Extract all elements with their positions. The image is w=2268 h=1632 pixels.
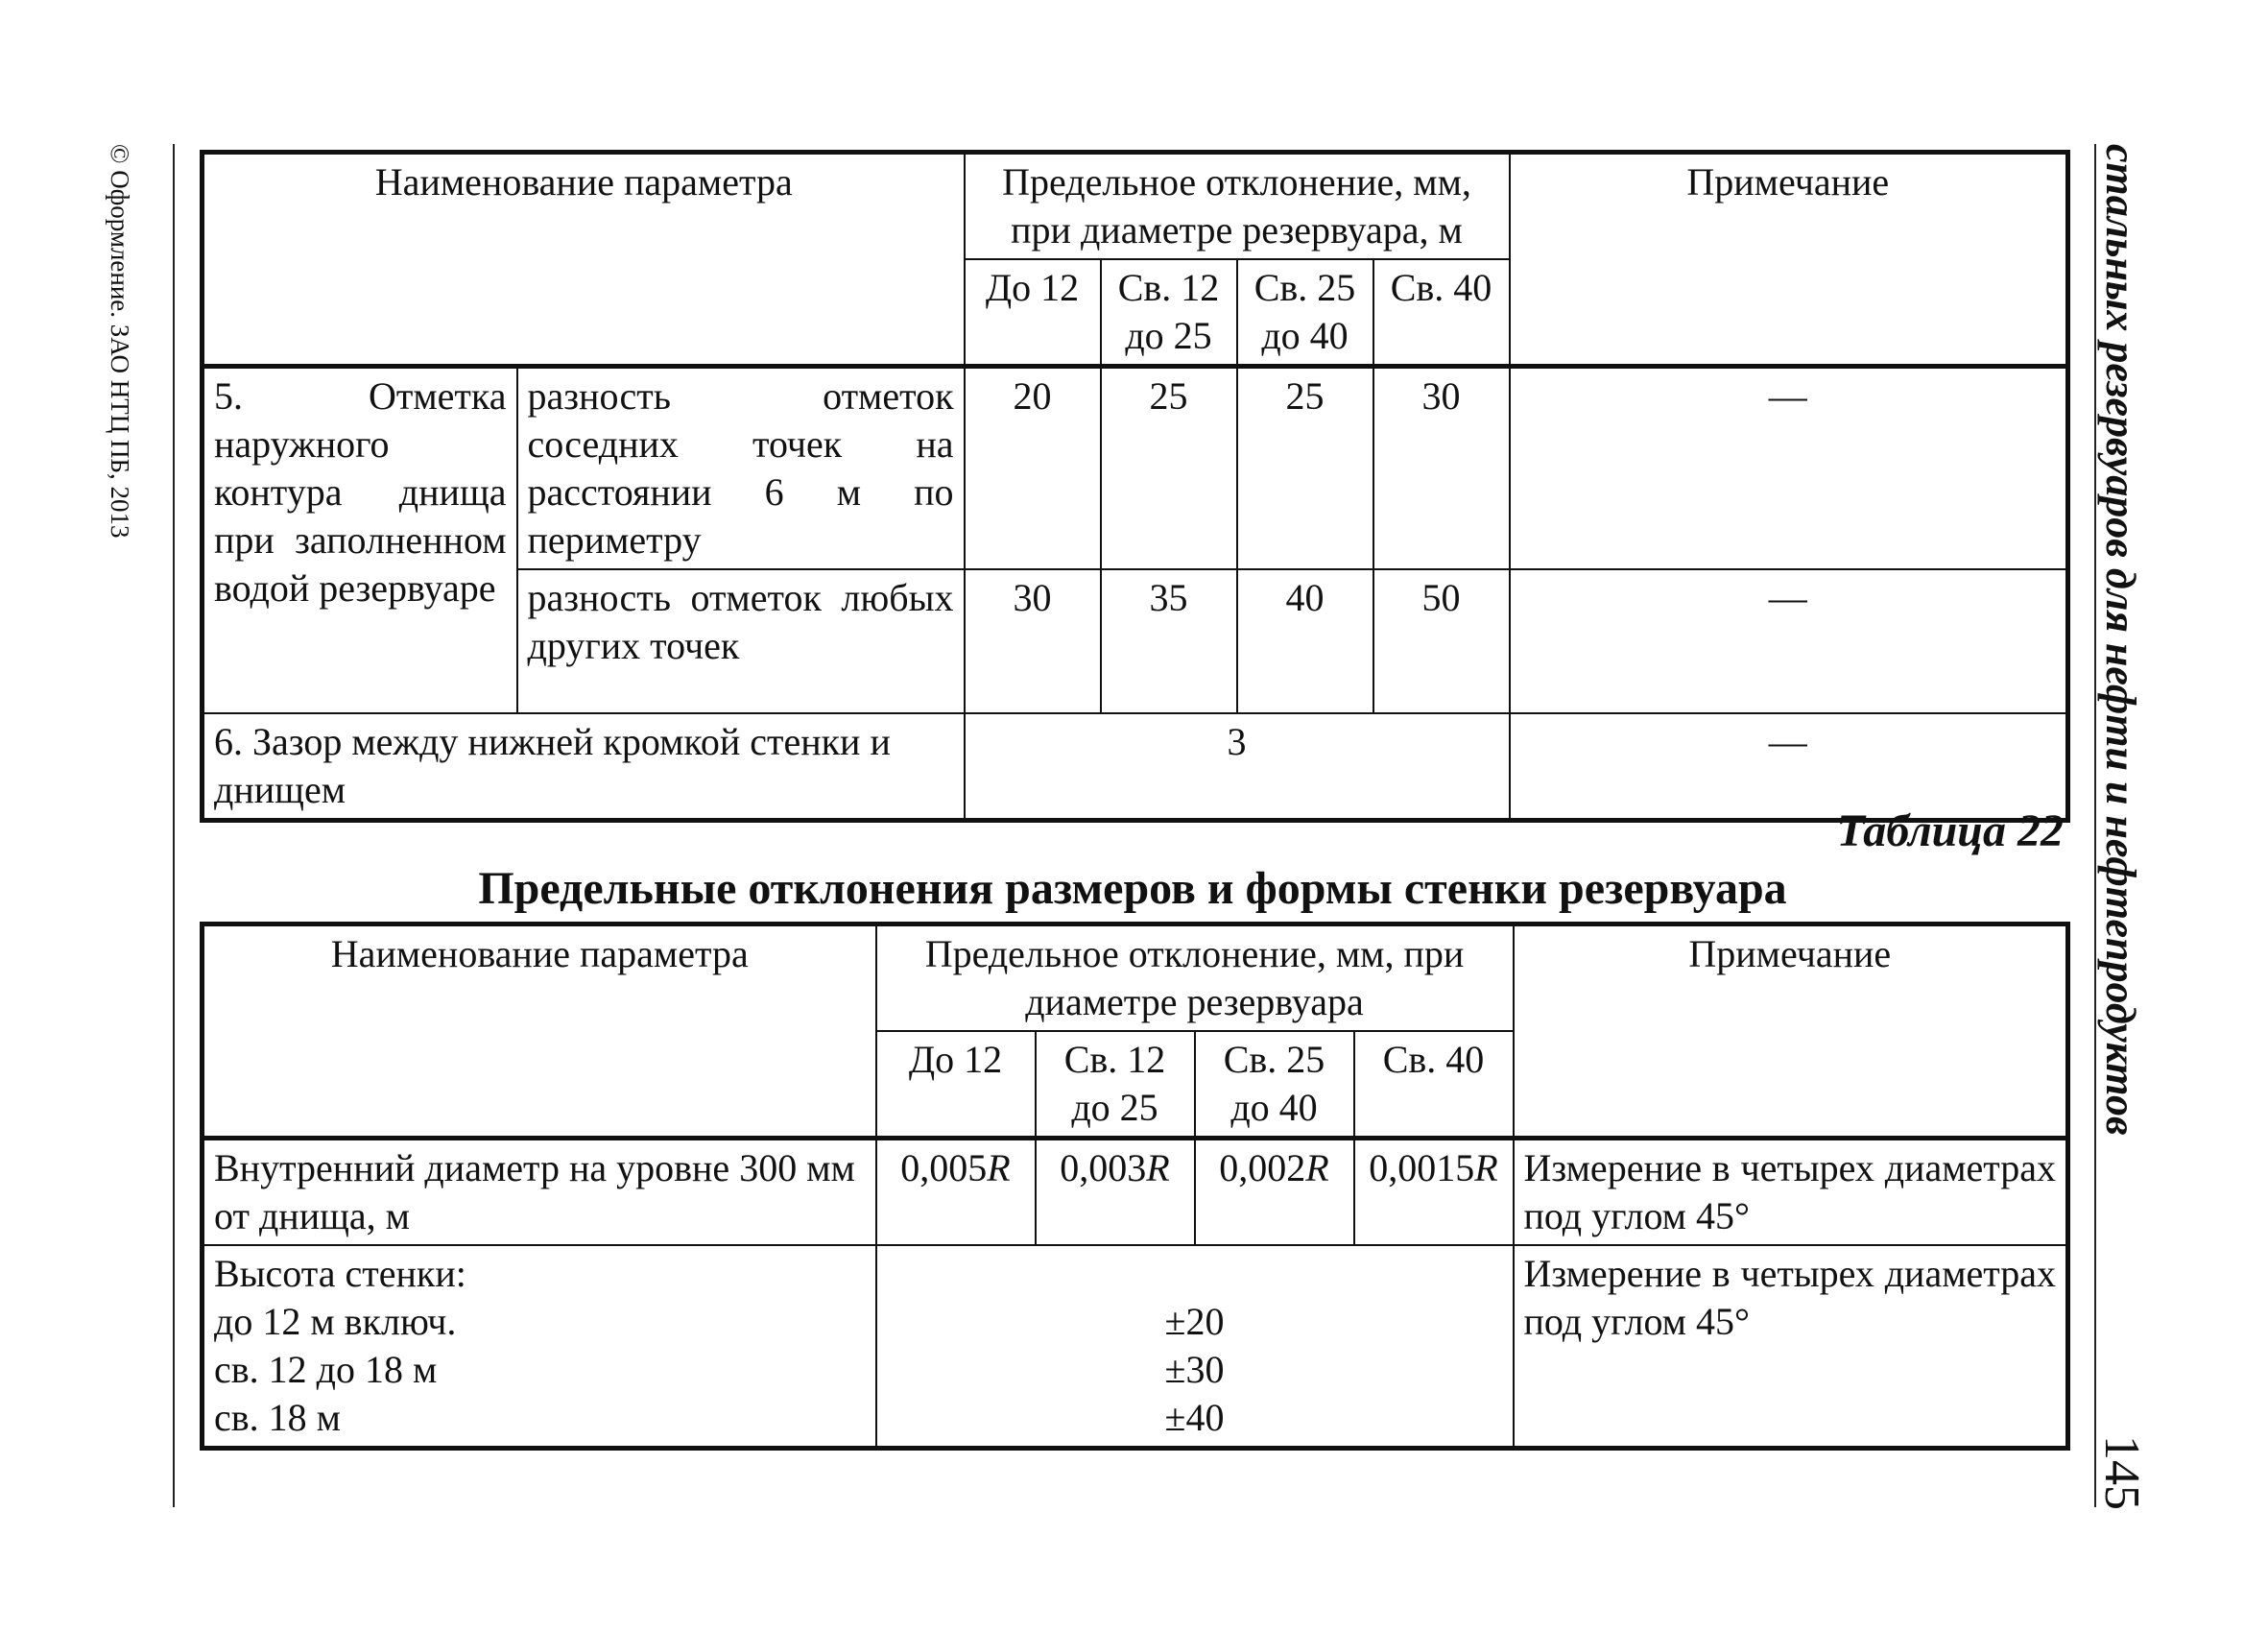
t22-height-value: ±20 bbox=[1164, 1300, 1225, 1343]
row5-name: 5. Отметка наружного контура днища при заполненном водой резервуаре bbox=[203, 367, 517, 714]
t22-diameter-d1: 0,005R bbox=[876, 1139, 1036, 1246]
t22-header-d4: Св. 40 bbox=[1354, 1031, 1514, 1139]
row5-sub2: разность отметок любых других точек bbox=[517, 569, 965, 713]
row6-note: — bbox=[1510, 713, 2068, 821]
header-note: Примечание bbox=[1510, 153, 2068, 367]
row5-sub2-note: — bbox=[1510, 569, 2068, 713]
t22-height-value: ±40 bbox=[1164, 1396, 1225, 1439]
t22-header-note: Примечание bbox=[1514, 924, 2068, 1139]
header-d2: Св. 12 до 25 bbox=[1101, 259, 1237, 367]
t22-diameter-d3: 0,002R bbox=[1195, 1139, 1354, 1246]
t22-header-d3: Св. 25 до 40 bbox=[1195, 1031, 1354, 1139]
t22-header-deviation: Предельное отклонение, мм, при диаметре резервуара bbox=[876, 924, 1514, 1032]
page-number: 145 bbox=[2094, 1435, 2149, 1510]
t22-diameter-note: Измерение в четырех диаметрах под углом 45° bbox=[1514, 1139, 2068, 1246]
t22-height-item-label: св. 12 до 18 м bbox=[214, 1348, 438, 1391]
row5-sub1: разность отметок соседних точек на расстоянии 6 м по периметру bbox=[517, 367, 965, 570]
t22-height-values bbox=[876, 1245, 1514, 1449]
t22-diameter-name: Внутренний диаметр на уровне 300 мм от днища, м bbox=[203, 1139, 876, 1246]
row5-sub2-d1: 30 bbox=[965, 569, 1101, 713]
t22-height-title: Высота стенки: bbox=[214, 1252, 466, 1295]
t22-height-note: Измерение в четырех диаметрах под углом 45° bbox=[1514, 1245, 2068, 1449]
t22-diameter-d2: 0,003R bbox=[1036, 1139, 1195, 1246]
running-title: стальных резервуаров для нефти и нефтепродуктов bbox=[2097, 144, 2144, 1136]
table-22-title: Предельные отклонения размеров и формы стенки резервуара bbox=[478, 863, 1787, 914]
table-22-label: Таблица 22 bbox=[1836, 805, 2064, 856]
t22-header-d2: Св. 12 до 25 bbox=[1036, 1031, 1195, 1139]
row5-sub2-d2: 35 bbox=[1101, 569, 1237, 713]
t22-height-name bbox=[203, 1245, 876, 1449]
row5-sub1-d3: 25 bbox=[1237, 367, 1373, 570]
t22-height-item-label: до 12 м включ. bbox=[214, 1300, 457, 1343]
t22-height-item-label: св. 18 м bbox=[214, 1396, 341, 1439]
row5-sub1-note: — bbox=[1510, 367, 2068, 570]
row5-sub1-d1: 20 bbox=[965, 367, 1101, 570]
header-param: Наименование параметра bbox=[203, 153, 965, 367]
t22-header-param: Наименование параметра bbox=[203, 924, 876, 1139]
header-d3: Св. 25 до 40 bbox=[1237, 259, 1373, 367]
row5-sub2-d4: 50 bbox=[1373, 569, 1510, 713]
header-d1: До 12 bbox=[965, 259, 1101, 367]
header-deviation: Предельное отклонение, мм, при диаметре резервуара, м bbox=[965, 153, 1510, 260]
table-22 bbox=[200, 922, 2070, 1451]
header-d4: Св. 40 bbox=[1373, 259, 1510, 367]
row6-name: 6. Зазор между нижней кромкой стенки и днищем bbox=[203, 713, 965, 821]
t22-header-d1: До 12 bbox=[876, 1031, 1036, 1139]
t22-diameter-d4: 0,0015R bbox=[1354, 1139, 1514, 1246]
copyright-note: © Оформление. ЗАО НТЦ ПБ, 2013 bbox=[106, 144, 134, 539]
left-margin-rule bbox=[173, 144, 175, 1507]
row5-sub1-d2: 25 bbox=[1101, 367, 1237, 570]
row5-sub2-d3: 40 bbox=[1237, 569, 1373, 713]
row6-value: 3 bbox=[965, 713, 1510, 821]
table-continuation bbox=[200, 150, 2070, 823]
t22-height-value: ±30 bbox=[1164, 1348, 1225, 1391]
row5-sub1-d4: 30 bbox=[1373, 367, 1510, 570]
